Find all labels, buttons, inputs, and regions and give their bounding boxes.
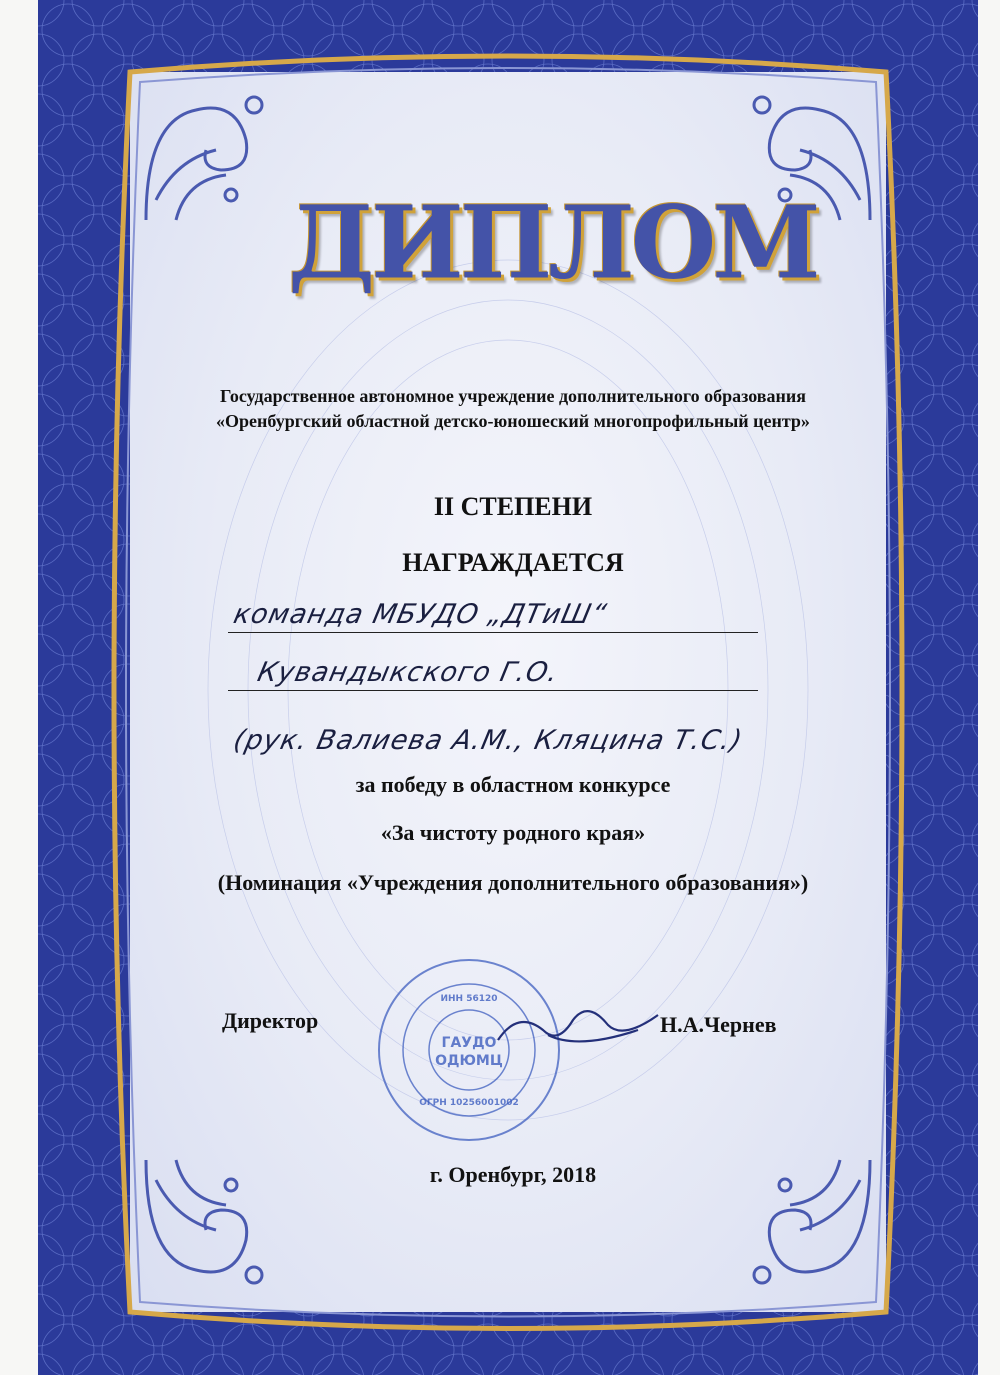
- reason-line-1: за победу в областном конкурсе: [355, 772, 671, 797]
- organization-line-2: «Оренбургский областной детско-юношеский многопрофильный центр»: [216, 411, 810, 431]
- recipient-handwritten-3: (рук. Валиева А.М., Кляцина Т.С.): [230, 725, 746, 756]
- svg-text:ОГРН 10256001002: ОГРН 10256001002: [419, 1098, 519, 1108]
- recipient-line-2: [228, 650, 758, 691]
- diploma-title: ДИПЛОМ: [288, 184, 817, 303]
- diploma-sheet: [38, 0, 978, 1375]
- svg-text:ИНН 56120: ИНН 56120: [440, 994, 498, 1004]
- degree-label: II СТЕПЕНИ: [433, 492, 593, 521]
- svg-text:ГАУДО: ГАУДО: [441, 1035, 497, 1051]
- top-left-ornament-icon: [136, 80, 286, 230]
- recipient-handwritten-2: Кувандыкского Г.О.: [254, 657, 562, 688]
- recipient-line-3: [228, 718, 848, 758]
- organization-line-1: Государственное автономное учреждение дополнительного образования: [220, 386, 806, 406]
- svg-text:ОДЮМЦ: ОДЮМЦ: [435, 1053, 503, 1069]
- city-and-year: г. Оренбург, 2018: [429, 1162, 597, 1187]
- recipient-handwritten-1: команда МБУДО „ДТиШ“: [230, 599, 610, 630]
- director-name: Н.А.Чернев: [660, 1012, 777, 1037]
- awarded-label: НАГРАЖДАЕТСЯ: [402, 548, 624, 577]
- nomination: (Номинация «Учреждения дополнительного образования»): [217, 870, 809, 895]
- recipient-line-1: [228, 592, 758, 633]
- organization-name: [138, 384, 888, 434]
- contest-name: «За чистоту родного края»: [380, 820, 646, 845]
- director-label: Директор: [222, 1008, 319, 1033]
- director-signature: [488, 990, 668, 1070]
- title-block: [288, 184, 817, 303]
